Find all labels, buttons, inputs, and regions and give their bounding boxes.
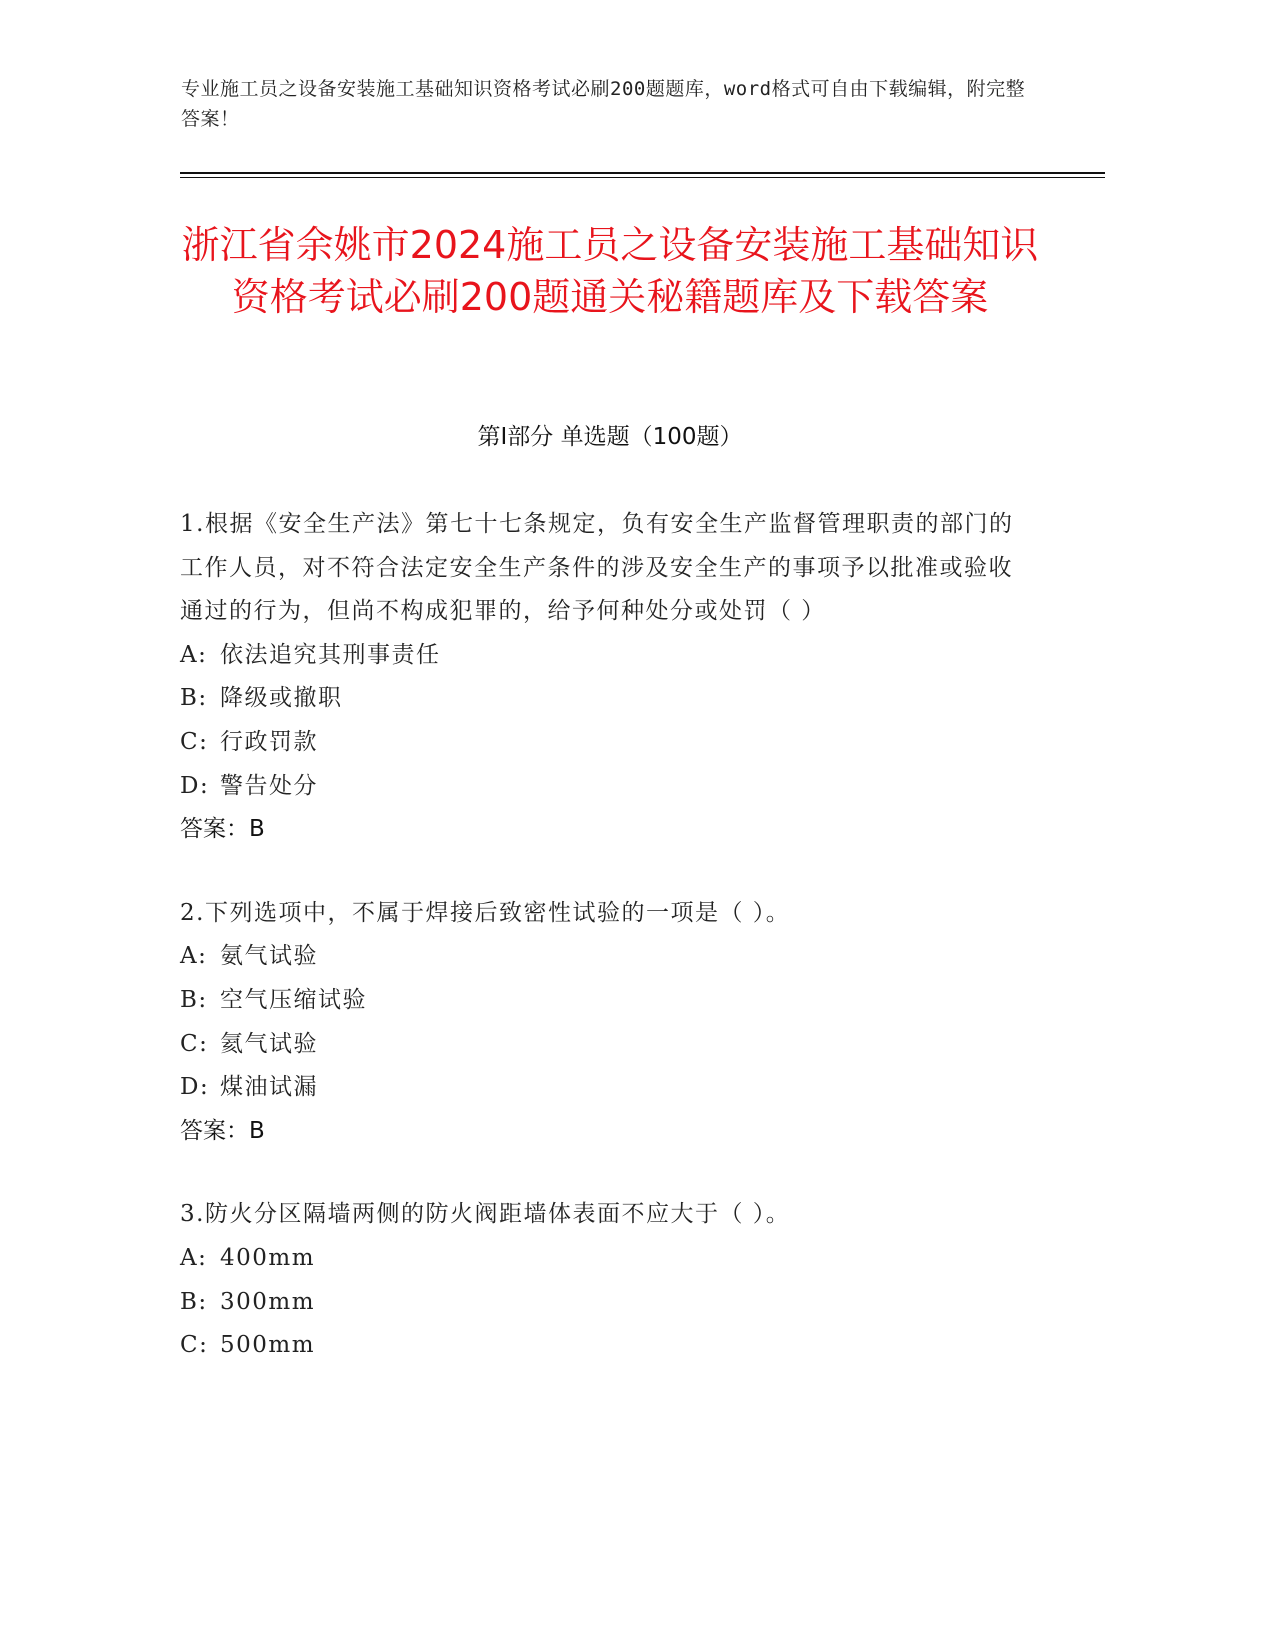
option-text: 依法追究其刑事责任 [220, 641, 441, 668]
option-a [180, 634, 1030, 678]
question-2 [180, 892, 1030, 1154]
option-letter: C: [180, 1332, 209, 1359]
option-letter: D: [180, 772, 210, 799]
header-divider-thick [180, 172, 1105, 174]
option-letter: C: [180, 728, 209, 755]
question-stem: 1.根据《安全生产法》第七十七条规定，负有安全生产监督管理职责的部门的工作人员，对不符合法定安全生产条件的涉及安全生产的事项予以批准或验收通过的行为，但尚不构成犯罪的，给予何种处分或处罚（ ） [180, 511, 1014, 625]
option-c [180, 1324, 1030, 1368]
option-d [180, 765, 1030, 809]
option-letter: B: [180, 986, 208, 1013]
option-letter: A: [180, 1244, 208, 1271]
option-b [180, 979, 1030, 1023]
section-heading: 第Ⅰ部分 单选题（100题） [477, 424, 743, 450]
option-letter: B: [180, 685, 208, 712]
header-note: 专业施工员之设备安装施工基础知识资格考试必刷200题题库，word格式可自由下载编辑，附完整答案！ [181, 78, 1026, 130]
option-letter: B: [180, 1288, 208, 1315]
question-stem: 3.防火分区隔墙两侧的防火阀距墙体表面不应大于（ ）。 [180, 1201, 791, 1228]
option-text: 400mm [220, 1244, 316, 1271]
question-3 [180, 1193, 1030, 1367]
option-text: 300mm [220, 1288, 316, 1315]
option-d [180, 1066, 1030, 1110]
option-a [180, 1237, 1030, 1281]
question-list [180, 503, 1030, 1408]
document-title: 浙江省余姚市2024施工员之设备安装施工基础知识资格考试必刷200题通关秘籍题库及下载答案 [181, 223, 1039, 319]
header-divider-thin [180, 177, 1105, 178]
option-letter: D: [180, 1074, 210, 1101]
option-text: 降级或撤职 [220, 685, 343, 712]
option-c [180, 1023, 1030, 1067]
question-stem: 2.下列选项中，不属于焊接后致密性试验的一项是（ ）。 [180, 899, 791, 926]
option-letter: A: [180, 641, 208, 668]
option-text: 行政罚款 [220, 728, 318, 755]
option-letter: A: [180, 943, 208, 970]
option-text: 煤油试漏 [220, 1074, 318, 1101]
question-1 [180, 503, 1030, 852]
option-text: 警告处分 [220, 772, 318, 799]
option-letter: C: [180, 1030, 209, 1057]
option-b [180, 1281, 1030, 1325]
answer-line: 答案：B [180, 816, 265, 843]
option-text: 氨气试验 [220, 943, 318, 970]
option-text: 氦气试验 [220, 1030, 318, 1057]
option-a [180, 935, 1030, 979]
option-text: 500mm [220, 1332, 316, 1359]
answer-line: 答案：B [180, 1117, 265, 1144]
option-c [180, 721, 1030, 765]
option-b [180, 677, 1030, 721]
option-text: 空气压缩试验 [220, 986, 367, 1013]
